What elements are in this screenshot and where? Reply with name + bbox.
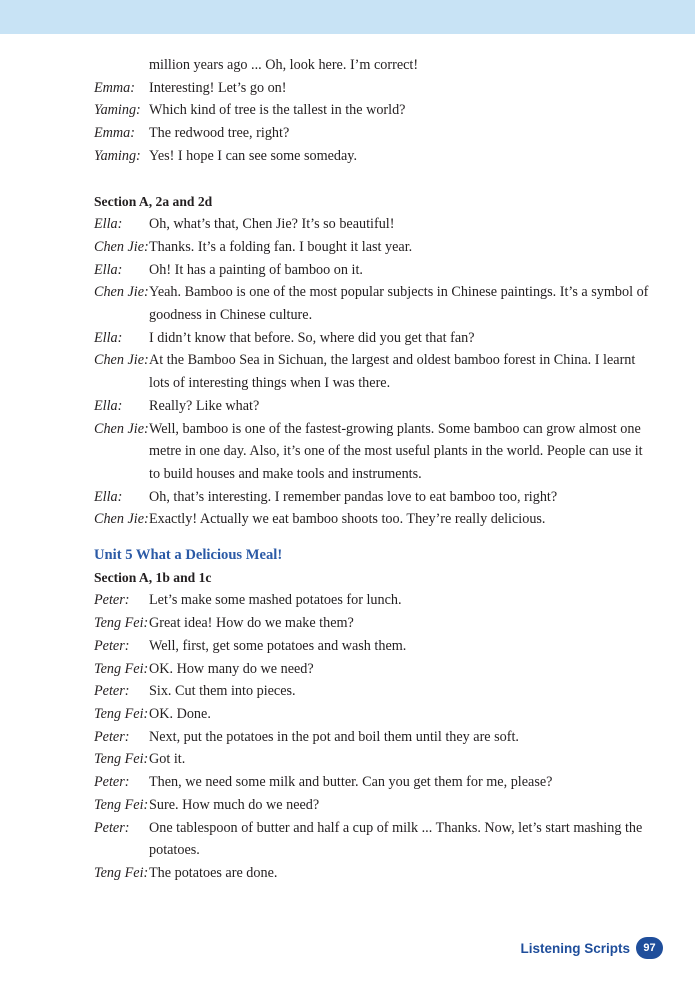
line-text: At the Bamboo Sea in Sichuan, the largest and oldest bamboo forest in China. I learnt lots of interesting things when I was there. bbox=[149, 352, 636, 392]
dialogue-line bbox=[94, 589, 654, 612]
dialogue-line bbox=[94, 395, 654, 418]
dialogue-line bbox=[94, 99, 654, 122]
dialogue-line bbox=[94, 862, 654, 885]
speaker: Peter: bbox=[94, 683, 130, 700]
speaker: Teng Fei: bbox=[94, 751, 149, 768]
speaker: Peter: bbox=[94, 819, 130, 836]
line-text: Thanks. It’s a folding fan. I bought it last year. bbox=[149, 238, 413, 255]
line-text: Exactly! Actually we eat bamboo shoots too. They’re really delicious. bbox=[149, 511, 546, 528]
line-text: Then, we need some milk and butter. Can you get them for me, please? bbox=[149, 774, 553, 791]
dialogue-line bbox=[94, 213, 654, 236]
section-heading: Section A, 1b and 1c bbox=[94, 569, 212, 585]
line-text: Sure. How much do we need? bbox=[149, 796, 320, 813]
dialogue-line bbox=[94, 794, 654, 817]
speaker: Chen Jie: bbox=[94, 352, 149, 369]
continuation-dialogue bbox=[94, 54, 654, 168]
speaker: Teng Fei: bbox=[94, 615, 149, 632]
line-text: Well, bamboo is one of the fastest-growing plants. Some bamboo can grow almost one metre in one day. Also, it’s one of the most useful plants in the world. People can use it to build houses and make tools and instruments. bbox=[149, 420, 643, 482]
dialogue-line bbox=[94, 327, 654, 350]
dialogue-line bbox=[94, 748, 654, 771]
speaker: Peter: bbox=[94, 728, 130, 745]
line-text: Got it. bbox=[149, 751, 186, 768]
speaker: Ella: bbox=[94, 329, 123, 346]
line-text: Great idea! How do we make them? bbox=[149, 615, 354, 632]
dialogue-line bbox=[94, 486, 654, 509]
line-text: Well, first, get some potatoes and wash them. bbox=[149, 637, 407, 654]
page-number-badge: 97 bbox=[636, 937, 663, 959]
line-text: Really? Like what? bbox=[149, 397, 260, 414]
speaker: Chen Jie: bbox=[94, 511, 149, 528]
header-band bbox=[0, 0, 695, 34]
dialogue-line bbox=[94, 122, 654, 145]
line-text: OK. Done. bbox=[149, 705, 211, 722]
dialogue-line bbox=[94, 508, 654, 531]
script-content bbox=[94, 54, 654, 885]
dialogue-line bbox=[94, 726, 654, 749]
dialogue-line bbox=[94, 145, 654, 168]
speaker: Yaming: bbox=[94, 102, 141, 119]
line-text: Yes! I hope I can see some someday. bbox=[149, 147, 358, 164]
speaker: Peter: bbox=[94, 592, 130, 609]
speaker: Emma: bbox=[94, 79, 135, 96]
speaker: Peter: bbox=[94, 774, 130, 791]
speaker: Teng Fei: bbox=[94, 660, 149, 677]
dialogue-line bbox=[94, 658, 654, 681]
line-text: I didn’t know that before. So, where did you get that fan? bbox=[149, 329, 475, 346]
dialogue-line bbox=[94, 281, 654, 326]
dialogue-line bbox=[94, 259, 654, 282]
line-text: Oh! It has a painting of bamboo on it. bbox=[149, 261, 363, 278]
line-text: Oh, that’s interesting. I remember pandas love to eat bamboo too, right? bbox=[149, 488, 558, 505]
speaker: Peter: bbox=[94, 637, 130, 654]
dialogue-line bbox=[94, 635, 654, 658]
section-heading: Section A, 2a and 2d bbox=[94, 193, 213, 209]
dialogue-line bbox=[94, 612, 654, 635]
speaker: Teng Fei: bbox=[94, 705, 149, 722]
dialogue-line bbox=[94, 54, 654, 77]
footer-label: Listening Scripts bbox=[520, 940, 630, 956]
line-text: OK. How many do we need? bbox=[149, 660, 314, 677]
speaker bbox=[94, 54, 149, 77]
line-text: Six. Cut them into pieces. bbox=[149, 683, 296, 700]
line-text: The redwood tree, right? bbox=[149, 125, 290, 142]
line-text: Let’s make some mashed potatoes for lunch. bbox=[149, 592, 402, 609]
dialogue-line bbox=[94, 680, 654, 703]
unit-title: Unit 5 What a Delicious Meal! bbox=[94, 547, 283, 564]
section-dialogue bbox=[94, 589, 654, 884]
line-text: Oh, what’s that, Chen Jie? It’s so beautiful! bbox=[149, 216, 395, 233]
speaker: Yaming: bbox=[94, 147, 141, 164]
speaker: Teng Fei: bbox=[94, 796, 149, 813]
speaker: Emma: bbox=[94, 125, 135, 142]
dialogue-line bbox=[94, 349, 654, 394]
line-text: The potatoes are done. bbox=[149, 864, 278, 881]
dialogue-line bbox=[94, 236, 654, 259]
speaker: Ella: bbox=[94, 216, 123, 233]
speaker: Teng Fei: bbox=[94, 864, 149, 881]
line-text: Interesting! Let’s go on! bbox=[149, 79, 287, 96]
line-text: Next, put the potatoes in the pot and boil them until they are soft. bbox=[149, 728, 519, 745]
speaker: Chen Jie: bbox=[94, 284, 149, 301]
dialogue-line bbox=[94, 703, 654, 726]
speaker: Ella: bbox=[94, 397, 123, 414]
line-text: Yeah. Bamboo is one of the most popular subjects in Chinese paintings. It’s a symbol of goodness in Chinese culture. bbox=[149, 284, 649, 324]
section-dialogue bbox=[94, 213, 654, 531]
dialogue-line bbox=[94, 77, 654, 100]
line-text: Which kind of tree is the tallest in the world? bbox=[149, 102, 406, 119]
page-footer bbox=[520, 935, 663, 961]
speaker: Ella: bbox=[94, 488, 123, 505]
line-text: One tablespoon of butter and half a cup of milk ... Thanks. Now, let’s start mashing the potatoes. bbox=[149, 819, 643, 859]
dialogue-line bbox=[94, 418, 654, 486]
dialogue-line bbox=[94, 817, 654, 862]
dialogue-line bbox=[94, 771, 654, 794]
speaker: Chen Jie: bbox=[94, 238, 149, 255]
line-text: million years ago ... Oh, look here. I’m correct! bbox=[149, 57, 419, 73]
speaker: Chen Jie: bbox=[94, 420, 149, 437]
speaker: Ella: bbox=[94, 261, 123, 278]
